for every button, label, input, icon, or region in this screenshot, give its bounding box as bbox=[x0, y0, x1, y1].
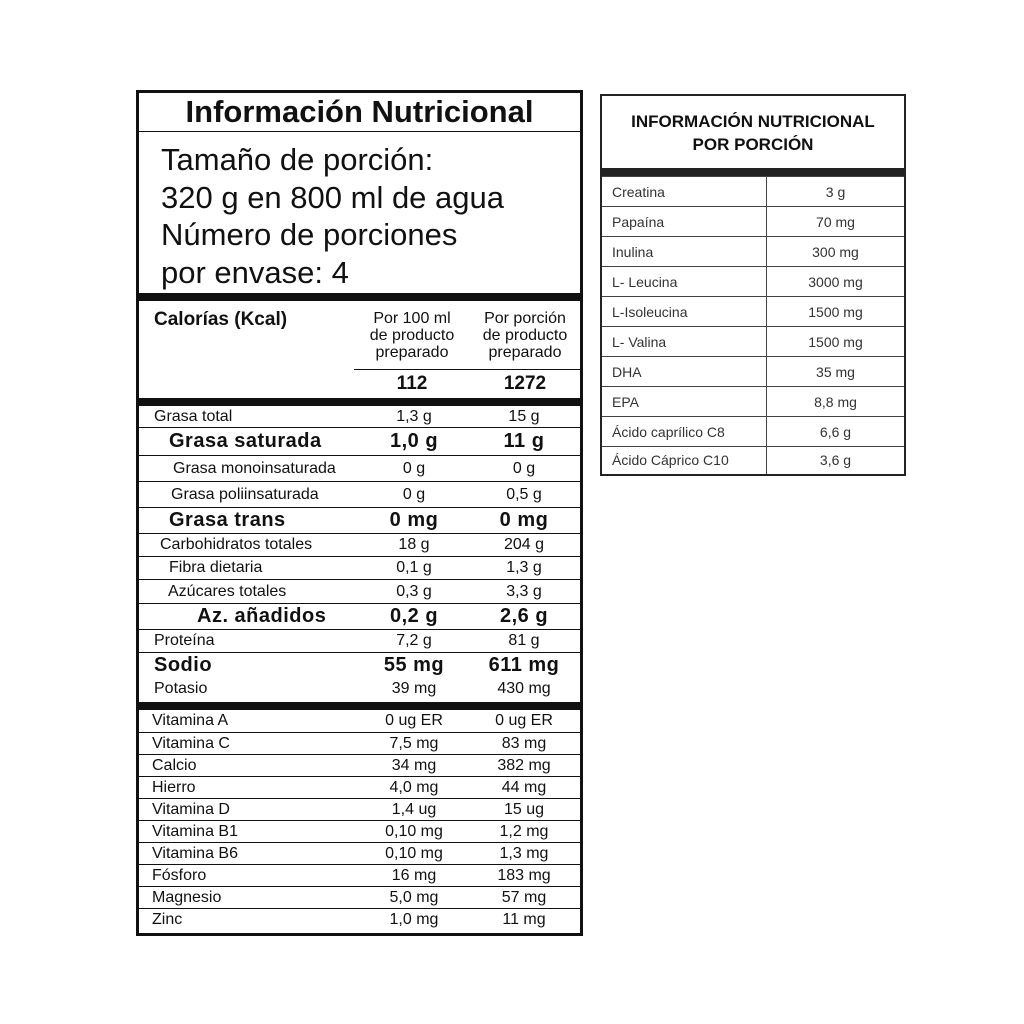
supplement-value: 1500 mg bbox=[808, 303, 863, 320]
nutrient-per100: 55 mg bbox=[383, 653, 445, 676]
nutrient-per100: 18 g bbox=[398, 536, 430, 553]
nutrient-row-grasa-trans bbox=[139, 508, 580, 534]
vitamin-portion: 83 mg bbox=[501, 734, 547, 752]
column-header-line: de producto bbox=[369, 327, 455, 344]
vitamin-per100: 7,5 mg bbox=[389, 734, 439, 752]
supplement-facts-label bbox=[600, 94, 906, 476]
vitamin-name: Vitamina B1 bbox=[152, 822, 238, 840]
nutrient-per100: 0 g bbox=[402, 485, 426, 503]
supplement-value: 70 mg bbox=[816, 213, 855, 230]
serving-line: Número de porciones bbox=[161, 217, 458, 252]
nutrient-portion: 15 g bbox=[508, 407, 540, 425]
nutrient-row-grasa-mono bbox=[139, 456, 580, 482]
vitamin-name: Fósforo bbox=[152, 866, 207, 884]
supplement-row bbox=[602, 296, 904, 326]
vitamin-per100: 0,10 mg bbox=[385, 822, 443, 840]
nutrient-portion: 0 g bbox=[512, 459, 536, 477]
nutrient-name: Grasa saturada bbox=[169, 430, 322, 452]
nutrient-name: Potasio bbox=[154, 680, 208, 697]
nutrient-name: Azúcares totales bbox=[168, 582, 287, 600]
supplement-value: 3000 mg bbox=[808, 273, 863, 290]
nutrient-per100: 1,3 g bbox=[396, 407, 432, 425]
vitamin-name: Vitamina D bbox=[152, 800, 230, 818]
nutrient-per100: 0,2 g bbox=[389, 605, 439, 627]
thick-divider bbox=[602, 168, 904, 176]
supplement-name: Papaína bbox=[612, 213, 665, 230]
header-divider bbox=[354, 369, 580, 370]
nutrient-row-proteina bbox=[139, 630, 580, 653]
supplement-row bbox=[602, 446, 904, 473]
column-header-per-portion bbox=[467, 310, 583, 361]
nutrient-row-sodio bbox=[139, 653, 580, 677]
nutrient-portion: 81 g bbox=[508, 632, 540, 649]
nutrient-per100: 39 mg bbox=[391, 680, 437, 697]
vitamin-per100: 0,10 mg bbox=[385, 844, 443, 862]
nutrient-name: Grasa total bbox=[154, 407, 233, 425]
supplement-row bbox=[602, 176, 904, 206]
calories-per-100ml: 112 bbox=[396, 373, 428, 394]
vitamin-row bbox=[139, 799, 580, 821]
nutrient-name: Carbohidratos totales bbox=[160, 536, 313, 553]
vitamin-row bbox=[139, 909, 580, 930]
nutrient-portion: 0 mg bbox=[499, 509, 549, 531]
serving-info bbox=[161, 141, 504, 291]
supplement-name: DHA bbox=[612, 363, 642, 380]
vitamin-row bbox=[139, 865, 580, 887]
supplement-name: Ácido caprílico C8 bbox=[612, 423, 725, 440]
supplement-title-line: POR PORCIÓN bbox=[692, 135, 814, 154]
supplement-value: 1500 mg bbox=[808, 333, 863, 350]
vitamin-row bbox=[139, 843, 580, 865]
nutrition-facts-label bbox=[136, 90, 583, 936]
nutrient-per100: 0,1 g bbox=[396, 559, 432, 576]
supplement-row bbox=[602, 416, 904, 446]
vitamin-portion: 57 mg bbox=[501, 888, 547, 906]
vitamin-per100: 0 ug ER bbox=[385, 712, 443, 729]
supplement-name: Creatina bbox=[612, 183, 665, 200]
vitamin-name: Vitamina B6 bbox=[152, 844, 238, 862]
nutrient-per100: 0 mg bbox=[389, 509, 439, 531]
thick-divider bbox=[139, 293, 580, 301]
nutrient-per100: 0 g bbox=[402, 459, 426, 477]
nutrient-row-fibra bbox=[139, 557, 580, 580]
supplement-value: 300 mg bbox=[812, 243, 859, 260]
nutrient-portion: 204 g bbox=[503, 536, 545, 553]
supplement-name: L- Valina bbox=[612, 333, 667, 350]
vitamin-name: Hierro bbox=[152, 778, 196, 796]
vitamin-per100: 5,0 mg bbox=[389, 888, 439, 906]
supplement-name: L- Leucina bbox=[612, 273, 678, 290]
nutrient-name: Grasa poliinsaturada bbox=[171, 485, 319, 503]
thick-divider bbox=[139, 702, 580, 710]
vitamin-per100: 34 mg bbox=[391, 756, 437, 774]
supplement-name: EPA bbox=[612, 393, 639, 410]
nutrient-portion: 1,3 g bbox=[506, 559, 542, 576]
column-header-line: preparado bbox=[488, 344, 562, 361]
nutrient-portion: 2,6 g bbox=[499, 605, 549, 627]
nutrient-portion: 430 mg bbox=[497, 680, 551, 697]
vitamin-name: Vitamina C bbox=[152, 734, 230, 752]
vitamin-portion: 183 mg bbox=[497, 866, 551, 884]
vitamin-name: Zinc bbox=[152, 910, 183, 928]
supplement-name: Ácido Cáprico C10 bbox=[612, 452, 729, 468]
column-header-line: de producto bbox=[482, 327, 568, 344]
nutrient-per100: 7,2 g bbox=[396, 632, 432, 649]
supplement-value: 3 g bbox=[825, 183, 846, 200]
vitamin-row bbox=[139, 733, 580, 755]
vitamin-per100: 1,4 ug bbox=[391, 800, 437, 818]
nutrient-portion: 0,5 g bbox=[506, 485, 542, 503]
serving-line: Tamaño de porción: bbox=[161, 142, 434, 177]
supplement-name: Inulina bbox=[612, 243, 654, 260]
supplement-row bbox=[602, 206, 904, 236]
supplement-title bbox=[602, 110, 904, 156]
supplement-value: 6,6 g bbox=[819, 423, 852, 440]
vitamin-portion: 15 ug bbox=[503, 800, 545, 818]
column-header-line: preparado bbox=[375, 344, 449, 361]
supplement-value: 35 mg bbox=[816, 363, 855, 380]
vitamin-name: Magnesio bbox=[152, 888, 222, 906]
vitamin-portion: 1,3 mg bbox=[499, 844, 549, 862]
nutrient-per100: 0,3 g bbox=[396, 582, 432, 600]
nutrient-row-grasa-poli bbox=[139, 482, 580, 508]
column-header-line: Por porción bbox=[484, 310, 566, 327]
calories-per-portion: 1272 bbox=[503, 373, 547, 394]
nutrient-name: Grasa trans bbox=[169, 509, 286, 531]
vitamin-row bbox=[139, 755, 580, 777]
nutrient-name: Grasa monoinsaturada bbox=[173, 459, 336, 477]
supplement-value: 3,6 g bbox=[819, 452, 852, 468]
supplement-row bbox=[602, 326, 904, 356]
supplement-row bbox=[602, 386, 904, 416]
vitamin-portion: 0 ug ER bbox=[495, 712, 553, 729]
nutrient-portion: 611 mg bbox=[488, 653, 560, 676]
supplement-name: L-Isoleucina bbox=[612, 303, 688, 320]
vitamin-per100: 16 mg bbox=[391, 866, 437, 884]
supplement-value: 8,8 mg bbox=[814, 393, 857, 410]
vitamin-row bbox=[139, 821, 580, 843]
vitamin-portion: 44 mg bbox=[501, 778, 547, 796]
nutrient-row-grasa-total bbox=[139, 406, 580, 428]
nutrient-row-az-anadidos bbox=[139, 604, 580, 630]
vitamin-row bbox=[139, 710, 580, 733]
vitamin-name: Calcio bbox=[152, 756, 197, 774]
thick-divider bbox=[139, 398, 580, 406]
nutrient-row-carbohidratos bbox=[139, 534, 580, 557]
nutrient-name: Fibra dietaria bbox=[169, 559, 263, 576]
nutrient-name: Proteína bbox=[154, 632, 215, 649]
nutrient-name: Sodio bbox=[154, 653, 213, 676]
title-divider bbox=[139, 131, 580, 132]
nutrient-row-azucares bbox=[139, 580, 580, 604]
column-header-per-100ml bbox=[354, 310, 470, 361]
serving-line: por envase: 4 bbox=[161, 254, 349, 290]
vitamin-row bbox=[139, 887, 580, 909]
column-header-line: Por 100 ml bbox=[373, 310, 451, 327]
nutrient-portion: 11 g bbox=[503, 430, 545, 452]
vitamin-portion: 382 mg bbox=[497, 756, 551, 774]
nutrient-row-potasio bbox=[139, 678, 580, 700]
serving-line: 320 g en 800 ml de agua bbox=[161, 179, 504, 215]
nutrient-portion: 3,3 g bbox=[506, 582, 542, 600]
vitamin-per100: 1,0 mg bbox=[389, 910, 439, 928]
vitamin-name: Vitamina A bbox=[152, 712, 229, 729]
vitamin-portion: 1,2 mg bbox=[499, 822, 549, 840]
supplement-row bbox=[602, 236, 904, 266]
nutrient-per100: 1,0 g bbox=[389, 430, 439, 452]
nutrient-row-grasa-saturada bbox=[139, 428, 580, 456]
nutrient-name: Az. añadidos bbox=[197, 605, 327, 627]
calories-label: Calorías (Kcal) bbox=[154, 309, 288, 330]
vitamin-row bbox=[139, 777, 580, 799]
supplement-row bbox=[602, 356, 904, 386]
vitamin-per100: 4,0 mg bbox=[389, 778, 439, 796]
label-title: Información Nutricional bbox=[185, 94, 534, 129]
vitamin-portion: 11 mg bbox=[502, 910, 546, 928]
supplement-row bbox=[602, 266, 904, 296]
supplement-title-line: INFORMACIÓN NUTRICIONAL bbox=[631, 112, 875, 131]
